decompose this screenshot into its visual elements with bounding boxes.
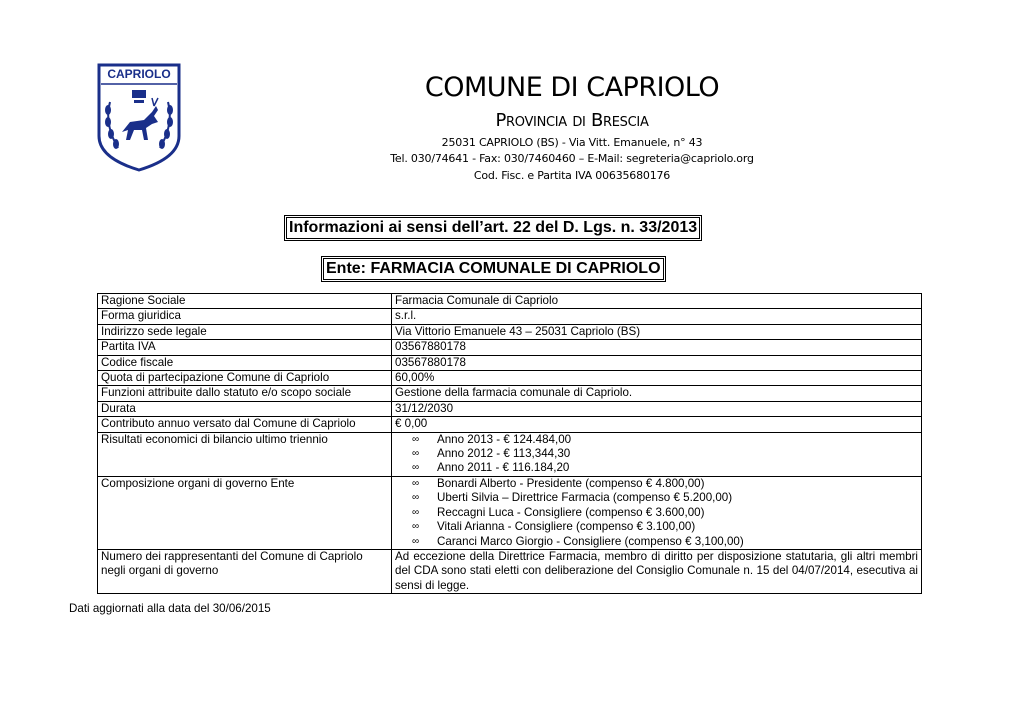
infinity-bullet-icon: ∞ bbox=[412, 477, 420, 489]
municipality-title: COMUNE DI CAPRIOLO bbox=[424, 72, 720, 103]
financial-results-list bbox=[395, 433, 918, 476]
list-item-text: Anno 2012 - € 113,344,30 bbox=[437, 447, 571, 461]
row-value: € 0,00 bbox=[392, 417, 922, 432]
row-value bbox=[392, 476, 922, 549]
board-members-list bbox=[395, 477, 918, 549]
infinity-bullet-icon: ∞ bbox=[412, 521, 420, 533]
list-item bbox=[412, 506, 918, 520]
list-item bbox=[412, 433, 918, 447]
table-row bbox=[98, 386, 922, 401]
list-item bbox=[412, 535, 918, 549]
row-label: Forma giuridica bbox=[98, 309, 392, 324]
infinity-bullet-icon: ∞ bbox=[412, 433, 420, 445]
row-value bbox=[392, 432, 922, 476]
row-value: 03567880178 bbox=[392, 355, 922, 370]
table-row bbox=[98, 476, 922, 549]
infinity-bullet-icon: ∞ bbox=[412, 506, 420, 518]
table-row bbox=[98, 324, 922, 339]
row-value: 60,00% bbox=[392, 371, 922, 386]
row-label: Quota di partecipazione Comune di Capriolo bbox=[98, 371, 392, 386]
row-label: Risultati economici di bilancio ultimo triennio bbox=[98, 432, 392, 476]
row-label: Ragione Sociale bbox=[98, 294, 392, 309]
list-item bbox=[412, 520, 918, 534]
contacts-line: Tel. 030/74641 - Fax: 030/7460460 – E-Mail: segreteria@capriolo.org bbox=[390, 152, 754, 165]
table-row bbox=[98, 294, 922, 309]
tax-code-line: Cod. Fisc. e Partita IVA 00635680176 bbox=[473, 169, 671, 182]
infinity-bullet-icon: ∞ bbox=[412, 492, 420, 504]
list-item-text: Reccagni Luca - Consigliere (compenso € 3.600,00) bbox=[437, 505, 705, 519]
table-row bbox=[98, 401, 922, 416]
address-line: 25031 CAPRIOLO (BS) - Via Vitt. Emanuele, n° 43 bbox=[441, 136, 703, 149]
row-label: Funzioni attribuite dallo statuto e/o scopo sociale bbox=[98, 386, 392, 401]
list-item-text: Caranci Marco Giorgio - Consigliere (compenso € 3,100,00) bbox=[437, 534, 744, 548]
row-label: Numero dei rappresentanti del Comune di Capriolo negli organi di governo bbox=[98, 549, 392, 593]
list-item-text: Uberti Silvia – Direttrice Farmacia (compenso € 5.200,00) bbox=[437, 491, 733, 505]
table-row bbox=[98, 371, 922, 386]
row-value: Ad eccezione della Direttrice Farmacia, membro di diritto per disposizione statutaria, gli altri membri del CDA sono stati eletti con deliberazione del Consiglio Comunale n. 15 del 04/07/2014, esecutiva ai sensi di legge. bbox=[392, 549, 922, 593]
row-label: Codice fiscale bbox=[98, 355, 392, 370]
logo-lettering: CAPRIOLO bbox=[107, 67, 171, 81]
row-value: Gestione della farmacia comunale di Capriolo. bbox=[392, 386, 922, 401]
row-label: Partita IVA bbox=[98, 340, 392, 355]
row-label: Indirizzo sede legale bbox=[98, 324, 392, 339]
legal-reference-heading: Informazioni ai sensi dell’art. 22 del D. Lgs. n. 33/2013 bbox=[286, 217, 700, 239]
table-row bbox=[98, 355, 922, 370]
row-value: 31/12/2030 bbox=[392, 401, 922, 416]
table-row bbox=[98, 549, 922, 593]
infinity-bullet-icon: ∞ bbox=[412, 462, 420, 474]
table-row bbox=[98, 417, 922, 432]
capriolo-coat-of-arms-logo bbox=[96, 62, 182, 172]
row-value: s.r.l. bbox=[392, 309, 922, 324]
list-item-text: Anno 2011 - € 116.184,20 bbox=[437, 461, 570, 475]
list-item bbox=[412, 447, 918, 461]
list-item-text: Anno 2013 - € 124.484,00 bbox=[437, 432, 572, 446]
list-item bbox=[412, 477, 918, 491]
entity-heading: Ente: FARMACIA COMUNALE DI CAPRIOLO bbox=[323, 258, 664, 280]
infinity-bullet-icon: ∞ bbox=[412, 448, 420, 460]
table-row bbox=[98, 309, 922, 324]
row-value: 03567880178 bbox=[392, 340, 922, 355]
row-label: Contributo annuo versato dal Comune di Capriolo bbox=[98, 417, 392, 432]
row-value: Via Vittorio Emanuele 43 – 25031 Capriolo (BS) bbox=[392, 324, 922, 339]
last-updated-note: Dati aggiornati alla data del 30/06/2015 bbox=[69, 602, 271, 615]
row-label: Composizione organi di governo Ente bbox=[98, 476, 392, 549]
row-value: Farmacia Comunale di Capriolo bbox=[392, 294, 922, 309]
province-subtitle: Provincia di Brescia bbox=[495, 110, 649, 131]
entity-info-table bbox=[97, 293, 922, 594]
list-item bbox=[412, 461, 918, 475]
list-item bbox=[412, 491, 918, 505]
list-item-text: Vitali Arianna - Consigliere (compenso € 3.100,00) bbox=[437, 520, 696, 534]
row-label: Durata bbox=[98, 401, 392, 416]
list-item-text: Bonardi Alberto - Presidente (compenso € 4.800,00) bbox=[437, 476, 705, 490]
table-row bbox=[98, 340, 922, 355]
infinity-bullet-icon: ∞ bbox=[412, 535, 420, 547]
table-row bbox=[98, 432, 922, 476]
